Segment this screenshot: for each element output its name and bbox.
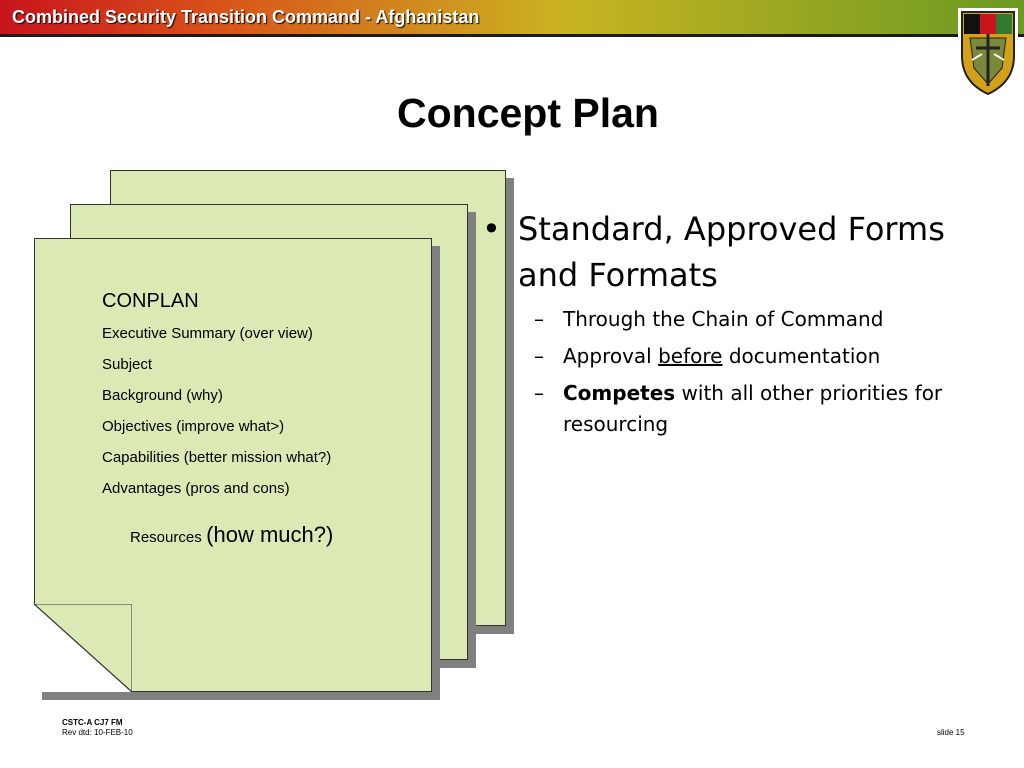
dash-icon: – — [534, 381, 544, 405]
document-item: Subject — [102, 356, 153, 373]
bullet-dot-icon: • — [482, 210, 501, 248]
sub-bullet-text: Through the Chain of Command — [563, 307, 884, 331]
bullet-list — [478, 206, 1008, 440]
sub-bullet-underlined: before — [658, 344, 723, 368]
sub-bullet-text: documentation — [728, 344, 881, 368]
slide-title: Concept Plan — [397, 90, 659, 136]
footer-revision: Rev dtd: 10-FEB-10 — [62, 728, 133, 737]
banner-rule — [0, 34, 1024, 37]
unit-shield-emblem-icon — [958, 8, 1018, 96]
slide-number: slide 15 — [937, 728, 965, 737]
footer-org: CSTC-A CJ7 FM — [62, 718, 123, 727]
document-resources — [130, 522, 333, 548]
document-item: Advantages (pros and cons) — [102, 480, 290, 497]
sub-bullet — [478, 378, 1008, 440]
page-fold-corner — [34, 604, 132, 692]
banner-title: Combined Security Transition Command - Afghanistan — [12, 7, 480, 27]
sub-bullet — [478, 304, 1008, 335]
footer-left — [62, 718, 133, 738]
header-banner — [0, 0, 1024, 34]
document-item: Executive Summary (over view) — [102, 325, 313, 342]
bullet-main — [478, 206, 1008, 298]
document-heading: CONPLAN — [102, 290, 199, 312]
document-item: Background (why) — [102, 387, 223, 404]
sub-bullet — [478, 341, 1008, 372]
sub-bullet-text: Approval — [563, 344, 652, 368]
resources-label: Resources — [130, 529, 202, 546]
bullet-main-text: Standard, Approved Forms and Formats — [518, 210, 945, 294]
document-content — [102, 290, 331, 511]
dash-icon: – — [534, 344, 544, 368]
sub-bullet-bold: Competes — [563, 381, 676, 405]
dash-icon: – — [534, 307, 544, 331]
document-item: Objectives (improve what>) — [102, 418, 285, 435]
sub-bullet-text: with all other priorities for resourcing — [563, 381, 943, 436]
document-item: Capabilities (better mission what?) — [102, 449, 332, 466]
resources-note: (how much?) — [206, 522, 334, 547]
